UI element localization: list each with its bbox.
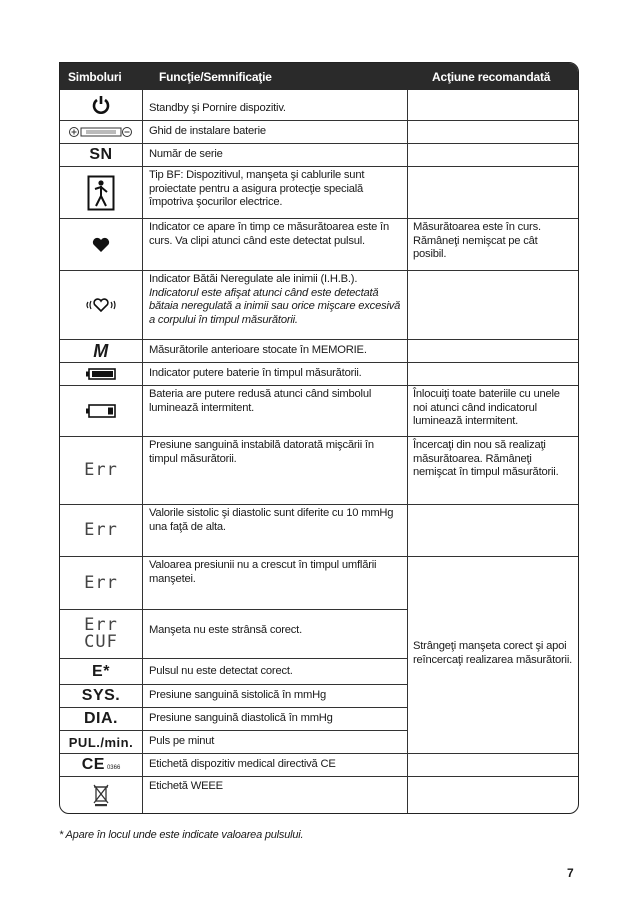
function-cell: Indicator ce apare în timp ce măsurătoarea este în curs. Va clipi atunci când este detectat pulsul.	[143, 219, 408, 270]
action-cell	[408, 505, 578, 556]
weee-bin-icon	[60, 777, 143, 813]
ce-mark-icon: CE 0366	[60, 754, 143, 776]
action-cell: Măsurătoarea este în curs. Rămâneţi nemişcat pe cât posibil.	[413, 221, 541, 260]
function-note: Indicatorul este afişat atunci când este detectată bătaia neregulată a inimii sau orice mişcare excesivă a corpului în timpul măsurătorii.	[149, 286, 401, 326]
function-cell: Etichetă WEEE	[143, 777, 408, 813]
table-row	[60, 270, 578, 339]
function-text: Indicator Bătăi Neregulate ale inimii (I.H.B.).	[149, 273, 358, 285]
action-cell	[408, 121, 578, 143]
irregular-heartbeat-icon	[60, 271, 143, 339]
function-cell	[143, 271, 408, 339]
action-cell	[408, 363, 578, 385]
table-row	[60, 166, 578, 218]
table-row	[60, 504, 578, 556]
table-row	[60, 362, 578, 385]
function-cell: Tip BF: Dispozitivul, manşeta şi cablurile sunt proiectate pentru a asigura protecţie specială împotriva şocurilor electrice.	[143, 167, 408, 218]
table-row	[60, 753, 578, 776]
error-symbol: Err	[60, 437, 143, 504]
battery-low-icon	[60, 386, 143, 436]
footnote: * Apare în locul unde este indicate valoarea pulsului.	[59, 829, 304, 841]
function-cell: Presiune sanguină sistolică în mmHg	[143, 685, 408, 707]
power-icon	[60, 90, 143, 120]
table-header	[60, 63, 578, 90]
type-bf-icon	[60, 167, 143, 218]
table-row	[60, 385, 578, 436]
memory-symbol: M	[60, 340, 143, 362]
header-action: Acţiune recomandată	[432, 69, 551, 84]
function-cell: Standby şi Pornire dispozitiv.	[143, 90, 408, 120]
function-cell: Presiune sanguină instabilă datorată mişcării în timpul măsurătorii.	[143, 437, 408, 504]
pulse-per-minute-symbol: PUL./min.	[60, 731, 143, 753]
header-symbols: Simboluri	[68, 69, 122, 84]
function-cell: Măsurătorile anterioare stocate în MEMORIE.	[143, 340, 408, 362]
action-cell	[408, 271, 578, 339]
function-cell: Bateria are putere redusă atunci când simbolul luminează intermitent.	[143, 386, 408, 436]
table-body	[60, 90, 578, 813]
table-row	[60, 218, 578, 270]
action-cell	[408, 777, 578, 813]
pulse-error-symbol: E*	[60, 659, 143, 684]
function-cell: Valorile sistolic şi diastolic sunt diferite cu 10 mmHg una faţă de alta.	[143, 505, 408, 556]
serial-number-symbol: SN	[60, 144, 143, 166]
function-cell: Presiune sanguină diastolică în mmHg	[143, 708, 408, 730]
action-cell	[408, 754, 578, 776]
error-symbol: Err	[60, 557, 143, 609]
function-cell: Manşeta nu este strânsă corect.	[143, 610, 408, 658]
diastolic-symbol: DIA.	[60, 708, 143, 730]
function-cell: Pulsul nu este detectat corect.	[143, 659, 408, 684]
function-cell: Ghid de instalare baterie	[143, 121, 408, 143]
function-cell: Valoarea presiunii nu a crescut în timpul umflării manşetei.	[143, 557, 408, 609]
battery-install-guide-icon	[60, 121, 143, 143]
action-cell	[408, 90, 578, 120]
function-cell: Puls pe minut	[143, 731, 408, 753]
action-cell	[408, 167, 578, 218]
symbols-table	[59, 62, 579, 814]
table-row	[60, 90, 578, 120]
table-row	[60, 143, 578, 166]
table-row	[60, 120, 578, 143]
action-cell	[408, 144, 578, 166]
systolic-symbol: SYS.	[60, 685, 143, 707]
page-number: 7	[567, 866, 574, 880]
error-symbol: Err	[60, 505, 143, 556]
header-function: Funcţie/Semnificaţie	[159, 69, 272, 84]
merged-action-cell: Strângeţi manşeta corect şi apoi reîncercaţi realizarea măsurătorii.	[408, 566, 578, 741]
error-cuff-symbol: Err CUF	[60, 610, 143, 658]
action-cell: Înlocuiţi toate bateriile cu unele noi atunci când indicatorul luminează intermitent.	[413, 388, 560, 427]
table-row	[60, 776, 578, 813]
function-cell: Număr de serie	[143, 144, 408, 166]
function-cell: Indicator putere baterie în timpul măsurătorii.	[143, 363, 408, 385]
table-row	[60, 436, 578, 504]
action-cell	[408, 340, 578, 362]
battery-full-icon	[60, 363, 143, 385]
heart-icon	[60, 219, 143, 270]
table-row	[60, 339, 578, 362]
function-cell: Etichetă dispozitiv medical directivă CE	[143, 754, 408, 776]
action-cell: Încercaţi din nou să realizaţi măsurătoarea. Rămâneţi nemişcat în timpul măsurătorii.	[413, 439, 559, 478]
